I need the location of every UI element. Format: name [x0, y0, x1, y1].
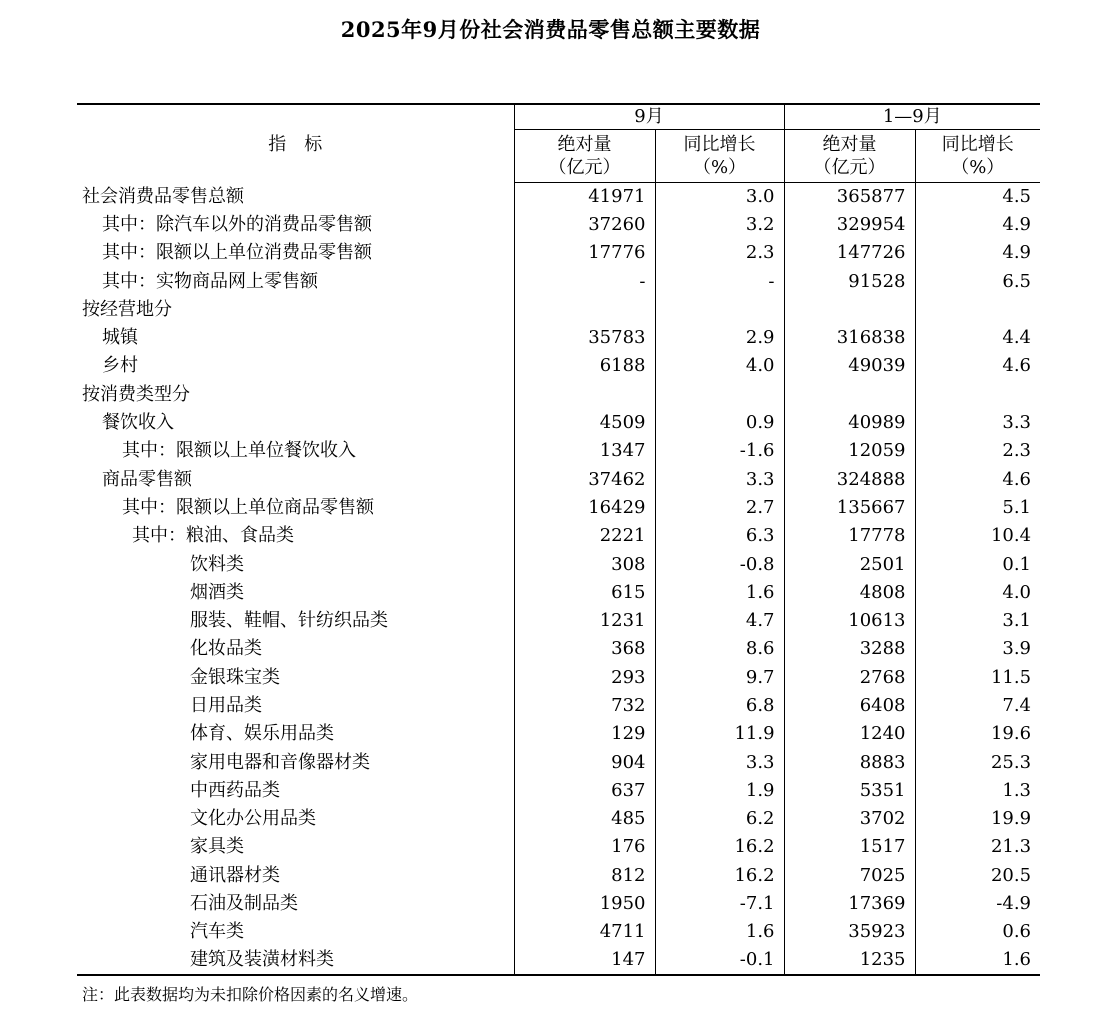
indicator-cell: 其中：粮油、食品类 — [132, 525, 294, 547]
month-yoy-cell: 11.9 — [655, 720, 784, 748]
ytd-yoy-cell: 0.6 — [915, 918, 1040, 946]
table-row — [77, 465, 1040, 493]
month-yoy-cell: 2.9 — [655, 324, 784, 352]
ytd-yoy-header — [915, 130, 1040, 183]
month-yoy-cell: -1.6 — [655, 437, 784, 465]
ytd-abs-cell: 324888 — [784, 465, 915, 493]
month-abs-cell: 17776 — [514, 239, 655, 267]
month-abs-cell: 2221 — [514, 522, 655, 550]
table-row — [77, 183, 1040, 211]
ytd-yoy-cell: 4.9 — [915, 211, 1040, 239]
table-header — [77, 104, 1040, 183]
month-yoy-cell: 8.6 — [655, 635, 784, 663]
month-abs-cell — [514, 381, 655, 409]
ytd-yoy-cell: 6.5 — [915, 267, 1040, 295]
ytd-yoy-cell: -4.9 — [915, 890, 1040, 918]
month-yoy-header — [655, 130, 784, 183]
indicator-cell: 通讯器材类 — [190, 864, 280, 886]
yoy-unit: （%） — [692, 157, 747, 178]
month-yoy-cell: 16.2 — [655, 833, 784, 861]
indicator-cell: 烟酒类 — [190, 581, 244, 603]
month-abs-cell: 1950 — [514, 890, 655, 918]
table-row — [77, 211, 1040, 239]
indicator-cell: 其中：限额以上单位商品零售额 — [122, 496, 374, 518]
month-yoy-cell: - — [655, 267, 784, 295]
indicator-cell: 建筑及装潢材料类 — [77, 947, 514, 975]
month-abs-cell: 129 — [514, 720, 655, 748]
ytd-yoy-cell: 4.5 — [915, 183, 1040, 211]
ytd-yoy-cell: 3.9 — [915, 635, 1040, 663]
ytd-abs-cell: 4808 — [784, 579, 915, 607]
ytd-yoy-cell: 20.5 — [915, 862, 1040, 890]
table-row — [77, 664, 1040, 692]
abs-label: 绝对量 — [557, 134, 612, 155]
month-yoy-cell: 6.2 — [655, 805, 784, 833]
month-yoy-cell: 3.3 — [655, 465, 784, 493]
month-yoy-cell: 3.3 — [655, 748, 784, 776]
yoy-unit: （%） — [951, 157, 1005, 178]
ytd-abs-cell: 329954 — [784, 211, 915, 239]
ytd-abs-cell: 8883 — [784, 748, 915, 776]
month-abs-cell: 176 — [514, 833, 655, 861]
ytd-yoy-cell: 3.1 — [915, 607, 1040, 635]
indicator-cell: 家用电器和音像器材类 — [190, 751, 370, 773]
indicator-cell: 体育、娱乐用品类 — [190, 723, 334, 745]
month-yoy-cell: -0.1 — [655, 947, 784, 975]
month-abs-cell: 1231 — [514, 607, 655, 635]
month-abs-cell: 41971 — [514, 183, 655, 211]
ytd-yoy-cell — [915, 381, 1040, 409]
month-abs-cell: 732 — [514, 692, 655, 720]
retail-sales-table — [77, 103, 1040, 976]
month-yoy-cell: 1.6 — [655, 579, 784, 607]
month-yoy-cell: 2.3 — [655, 239, 784, 267]
ytd-abs-cell: 17369 — [784, 890, 915, 918]
table-row — [77, 239, 1040, 267]
table-row — [77, 833, 1040, 861]
month-yoy-cell — [655, 381, 784, 409]
month-abs-cell: 6188 — [514, 352, 655, 380]
indicator-cell: 其中：限额以上单位餐饮收入 — [122, 440, 356, 462]
ytd-yoy-cell: 5.1 — [915, 494, 1040, 522]
ytd-abs-cell: 316838 — [784, 324, 915, 352]
indicator-cell: 服装、鞋帽、针纺织品类 — [190, 610, 388, 632]
page-title: 2025年9月份社会消费品零售总额主要数据 — [340, 17, 761, 42]
ytd-abs-cell: 135667 — [784, 494, 915, 522]
month-yoy-cell: 1.6 — [655, 918, 784, 946]
table-row — [77, 720, 1040, 748]
period-ytd-header: 1—9月 — [784, 104, 1040, 130]
ytd-yoy-cell: 19.6 — [915, 720, 1040, 748]
month-abs-cell: 37462 — [514, 465, 655, 493]
table-row — [77, 635, 1040, 663]
month-yoy-cell: 3.0 — [655, 183, 784, 211]
indicator-cell: 城镇 — [102, 327, 138, 349]
indicator-cell: 社会消费品零售总额 — [82, 185, 244, 207]
indicator-cell: 商品零售额 — [102, 468, 192, 490]
ytd-yoy-cell: 21.3 — [915, 833, 1040, 861]
ytd-yoy-cell: 3.3 — [915, 409, 1040, 437]
month-abs-cell — [514, 296, 655, 324]
indicator-cell: 化妆品类 — [190, 638, 262, 660]
ytd-abs-cell: 17778 — [784, 522, 915, 550]
ytd-abs-cell — [784, 296, 915, 324]
period-month-header: 9月 — [514, 104, 784, 130]
ytd-abs-cell: 6408 — [784, 692, 915, 720]
month-abs-cell: 637 — [514, 777, 655, 805]
ytd-yoy-cell: 4.4 — [915, 324, 1040, 352]
ytd-abs-cell: 10613 — [784, 607, 915, 635]
ytd-yoy-cell: 25.3 — [915, 748, 1040, 776]
ytd-abs-cell: 2501 — [784, 550, 915, 578]
month-yoy-cell: 16.2 — [655, 862, 784, 890]
indicator-cell: 汽车类 — [190, 921, 244, 943]
month-yoy-cell: 6.3 — [655, 522, 784, 550]
month-abs-cell: 16429 — [514, 494, 655, 522]
table-row — [77, 522, 1040, 550]
ytd-abs-cell: 1517 — [784, 833, 915, 861]
table-row — [77, 947, 1040, 975]
month-yoy-cell: 4.0 — [655, 352, 784, 380]
table-row — [77, 437, 1040, 465]
ytd-abs-cell: 35923 — [784, 918, 915, 946]
ytd-abs-cell: 49039 — [784, 352, 915, 380]
ytd-abs-cell: 3288 — [784, 635, 915, 663]
month-abs-cell: 904 — [514, 748, 655, 776]
ytd-yoy-cell: 4.6 — [915, 352, 1040, 380]
yoy-label: 同比增长 — [941, 134, 1014, 155]
ytd-yoy-cell: 7.4 — [915, 692, 1040, 720]
ytd-abs-cell: 1235 — [784, 947, 915, 975]
month-yoy-cell: 9.7 — [655, 664, 784, 692]
indicator-cell: 餐饮收入 — [102, 412, 174, 434]
ytd-yoy-cell: 4.9 — [915, 239, 1040, 267]
ytd-abs-cell: 91528 — [784, 267, 915, 295]
indicator-cell: 日用品类 — [190, 694, 262, 716]
abs-unit: （亿元） — [548, 157, 621, 178]
month-abs-cell: 812 — [514, 862, 655, 890]
month-abs-cell: 308 — [514, 550, 655, 578]
month-yoy-cell: 4.7 — [655, 607, 784, 635]
indicator-header: 指 标 — [77, 104, 514, 183]
table-row — [77, 890, 1040, 918]
ytd-yoy-cell: 1.6 — [915, 947, 1040, 975]
month-yoy-cell: 2.7 — [655, 494, 784, 522]
table-row — [77, 550, 1040, 578]
month-abs-cell: 4509 — [514, 409, 655, 437]
table-row — [77, 494, 1040, 522]
indicator-cell: 乡村 — [102, 355, 138, 377]
table-row — [77, 862, 1040, 890]
indicator-cell: 石油及制品类 — [190, 893, 298, 915]
month-yoy-cell: 3.2 — [655, 211, 784, 239]
ytd-yoy-cell: 2.3 — [915, 437, 1040, 465]
ytd-yoy-cell: 4.6 — [915, 465, 1040, 493]
month-abs-cell: 615 — [514, 579, 655, 607]
month-abs-cell: 368 — [514, 635, 655, 663]
ytd-yoy-cell: 1.3 — [915, 777, 1040, 805]
table-row — [77, 381, 1040, 409]
ytd-abs-cell: 1240 — [784, 720, 915, 748]
ytd-abs-cell: 40989 — [784, 409, 915, 437]
month-yoy-cell: 0.9 — [655, 409, 784, 437]
indicator-cell: 家具类 — [190, 836, 244, 858]
footnote: 注：此表数据均为未扣除价格因素的名义增速。 — [82, 985, 419, 1004]
ytd-abs-cell: 3702 — [784, 805, 915, 833]
ytd-abs-cell: 7025 — [784, 862, 915, 890]
ytd-abs-cell: 2768 — [784, 664, 915, 692]
indicator-cell: 饮料类 — [190, 553, 244, 575]
ytd-abs-cell — [784, 381, 915, 409]
table-body — [77, 183, 1040, 975]
ytd-yoy-cell: 10.4 — [915, 522, 1040, 550]
month-abs-cell: 147 — [514, 947, 655, 975]
indicator-cell: 按经营地分 — [82, 298, 172, 320]
month-yoy-cell: 6.8 — [655, 692, 784, 720]
month-yoy-cell: -0.8 — [655, 550, 784, 578]
month-yoy-cell: 1.9 — [655, 777, 784, 805]
month-abs-cell: 293 — [514, 664, 655, 692]
indicator-cell: 中西药品类 — [190, 779, 280, 801]
indicator-cell: 其中：除汽车以外的消费品零售额 — [102, 213, 372, 235]
ytd-yoy-cell — [915, 296, 1040, 324]
table-row — [77, 918, 1040, 946]
month-abs-cell: 4711 — [514, 918, 655, 946]
indicator-cell: 其中：实物商品网上零售额 — [102, 270, 318, 292]
ytd-yoy-cell: 11.5 — [915, 664, 1040, 692]
month-abs-cell: 1347 — [514, 437, 655, 465]
table-row — [77, 607, 1040, 635]
month-yoy-cell: -7.1 — [655, 890, 784, 918]
month-yoy-cell — [655, 296, 784, 324]
abs-label: 绝对量 — [822, 134, 877, 155]
ytd-abs-cell: 12059 — [784, 437, 915, 465]
indicator-cell: 按消费类型分 — [82, 383, 190, 405]
table-row — [77, 777, 1040, 805]
month-abs-cell: 485 — [514, 805, 655, 833]
table-row — [77, 579, 1040, 607]
ytd-yoy-cell: 4.0 — [915, 579, 1040, 607]
abs-unit: （亿元） — [813, 157, 886, 178]
indicator-cell: 金银珠宝类 — [190, 666, 280, 688]
ytd-abs-cell: 5351 — [784, 777, 915, 805]
table-row — [77, 267, 1040, 295]
table-row — [77, 324, 1040, 352]
ytd-yoy-cell: 0.1 — [915, 550, 1040, 578]
month-abs-cell: 37260 — [514, 211, 655, 239]
ytd-abs-cell: 147726 — [784, 239, 915, 267]
ytd-yoy-cell: 19.9 — [915, 805, 1040, 833]
yoy-label: 同比增长 — [683, 134, 756, 155]
ytd-abs-header — [784, 130, 915, 183]
month-abs-header — [514, 130, 655, 183]
table-row — [77, 352, 1040, 380]
month-abs-cell: 35783 — [514, 324, 655, 352]
indicator-cell: 文化办公用品类 — [190, 808, 316, 830]
table-row — [77, 748, 1040, 776]
month-abs-cell: - — [514, 267, 655, 295]
table-row — [77, 692, 1040, 720]
ytd-abs-cell: 365877 — [784, 183, 915, 211]
indicator-cell: 其中：限额以上单位消费品零售额 — [102, 242, 372, 264]
table-row — [77, 409, 1040, 437]
table-row — [77, 805, 1040, 833]
table-row — [77, 296, 1040, 324]
